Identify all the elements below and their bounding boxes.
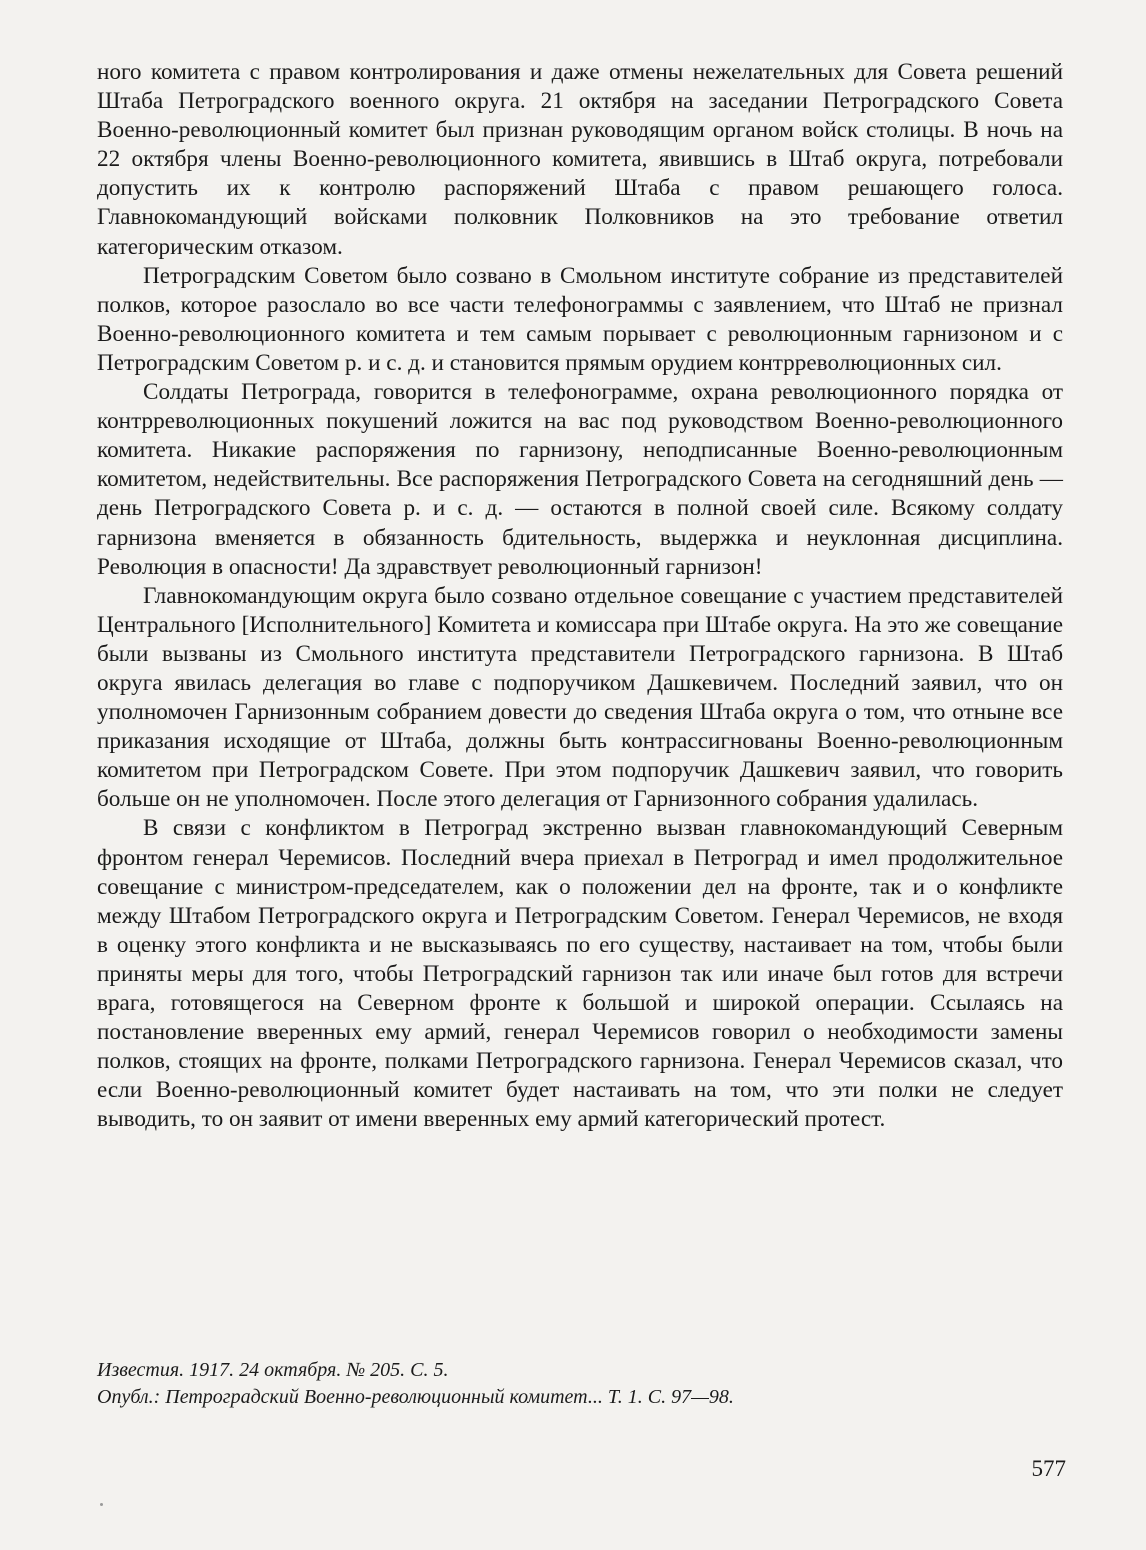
page-number: 577: [1031, 1456, 1066, 1481]
paragraph-continuation: ного комитета с правом контролирования и даже отмены нежелательных для Совета решений Штаба Петроградского военного округа. 21 октября на заседании Петроградского Совета Военно-революционный комитет был признан руководящим органом войск столицы. В ночь на 22 октября члены Военно-революционного комитета, явившись в Штаб округа, потребовали допустить их к контролю распоряжений Штаба с правом решающего голоса. Главнокомандующий войсками полковник Полковников на это требование ответил категорическим отказом.: [97, 59, 1063, 260]
source-line-izvestia: Известия. 1917. 24 октября. № 205. С. 5.: [97, 1359, 449, 1381]
body-text: [97, 58, 1063, 1134]
source-line-published: Опубл.: Петроградский Военно-революционный комитет... Т. 1. С. 97—98.: [97, 1386, 734, 1408]
paragraph-telephonogram: Солдаты Петрограда, говорится в телефонограмме, охрана революционного порядка от контрреволюционных покушений ложится на вас под руководством Военно-революционного комитета. Никакие распоряжения по гарнизону, неподписанные Военно-революционным комитетом, недействительны. Все распоряжения Петроградского Совета на сегодняшний день — день Петроградского Совета р. и с. д. — остаются в полной своей силе. Всякому солдату гарнизона вменяется в обязанность бдительность, выдержка и неуклонная дисциплина. Революция в опасности! Да здравствует революционный гарнизон!: [97, 379, 1063, 580]
print-speck: [100, 1503, 103, 1506]
source-references: [97, 1357, 1063, 1411]
paragraph-assembly: Петроградским Советом было созвано в Смольном институте собрание из представителей полков, которое разослало во все части телефонограммы с заявлением, что Штаб не признал Военно-революционного комитета и тем самым порывает с революционным гарнизоном и с Петроградским Советом р. и с. д. и становится прямым орудием контрреволюционных сил.: [97, 262, 1063, 376]
paragraph-cheremisov: В связи с конфликтом в Петроград экстренно вызван главнокомандующий Северным фронтом генерал Черемисов. Последний вчера приехал в Петроград и имел продолжительное совещание с министром-председателем, как о положении дел на фронте, так и о конфликте между Штабом Петроградского округа и Петроградским Советом. Генерал Черемисов, не входя в оценку этого конфликта и не высказываясь по его существу, настаивает на том, чтобы были приняты меры для того, чтобы Петроградский гарнизон так или иначе был готов для встречи врага, готовящегося на Северном фронте к большой и широкой операции. Ссылаясь на постановление вверенных ему армий, генерал Черемисов говорил о необходимости замены полков, стоящих на фронте, полками Петроградского гарнизона. Генерал Черемисов сказал, что если Военно-революционный комитет будет настаивать на том, что эти полки не следует выводить, то он заявит от имени вверенных ему армий категорический протест.: [97, 815, 1063, 1133]
paragraph-meeting: Главнокомандующим округа было созвано отдельное совещание с участием представителей Центрального [Исполнительного] Комитета и комиссара при Штабе округа. На это же совещание были вызваны из Смольного института представители Петроградского гарнизона. В Штаб округа явилась делегация во главе с подпоручиком Дашкевичем. Последний заявил, что он уполномочен Гарнизонным собранием довести до сведения Штаба округа о том, что отныне все приказания исходящие от Штаба, должны быть контрассигнованы Военно-революционным комитетом при Петроградском Совете. При этом подпоручик Дашкевич заявил, что говорить больше он не уполномочен. После этого делегация от Гарнизонного собрания удалилась.: [97, 582, 1063, 813]
